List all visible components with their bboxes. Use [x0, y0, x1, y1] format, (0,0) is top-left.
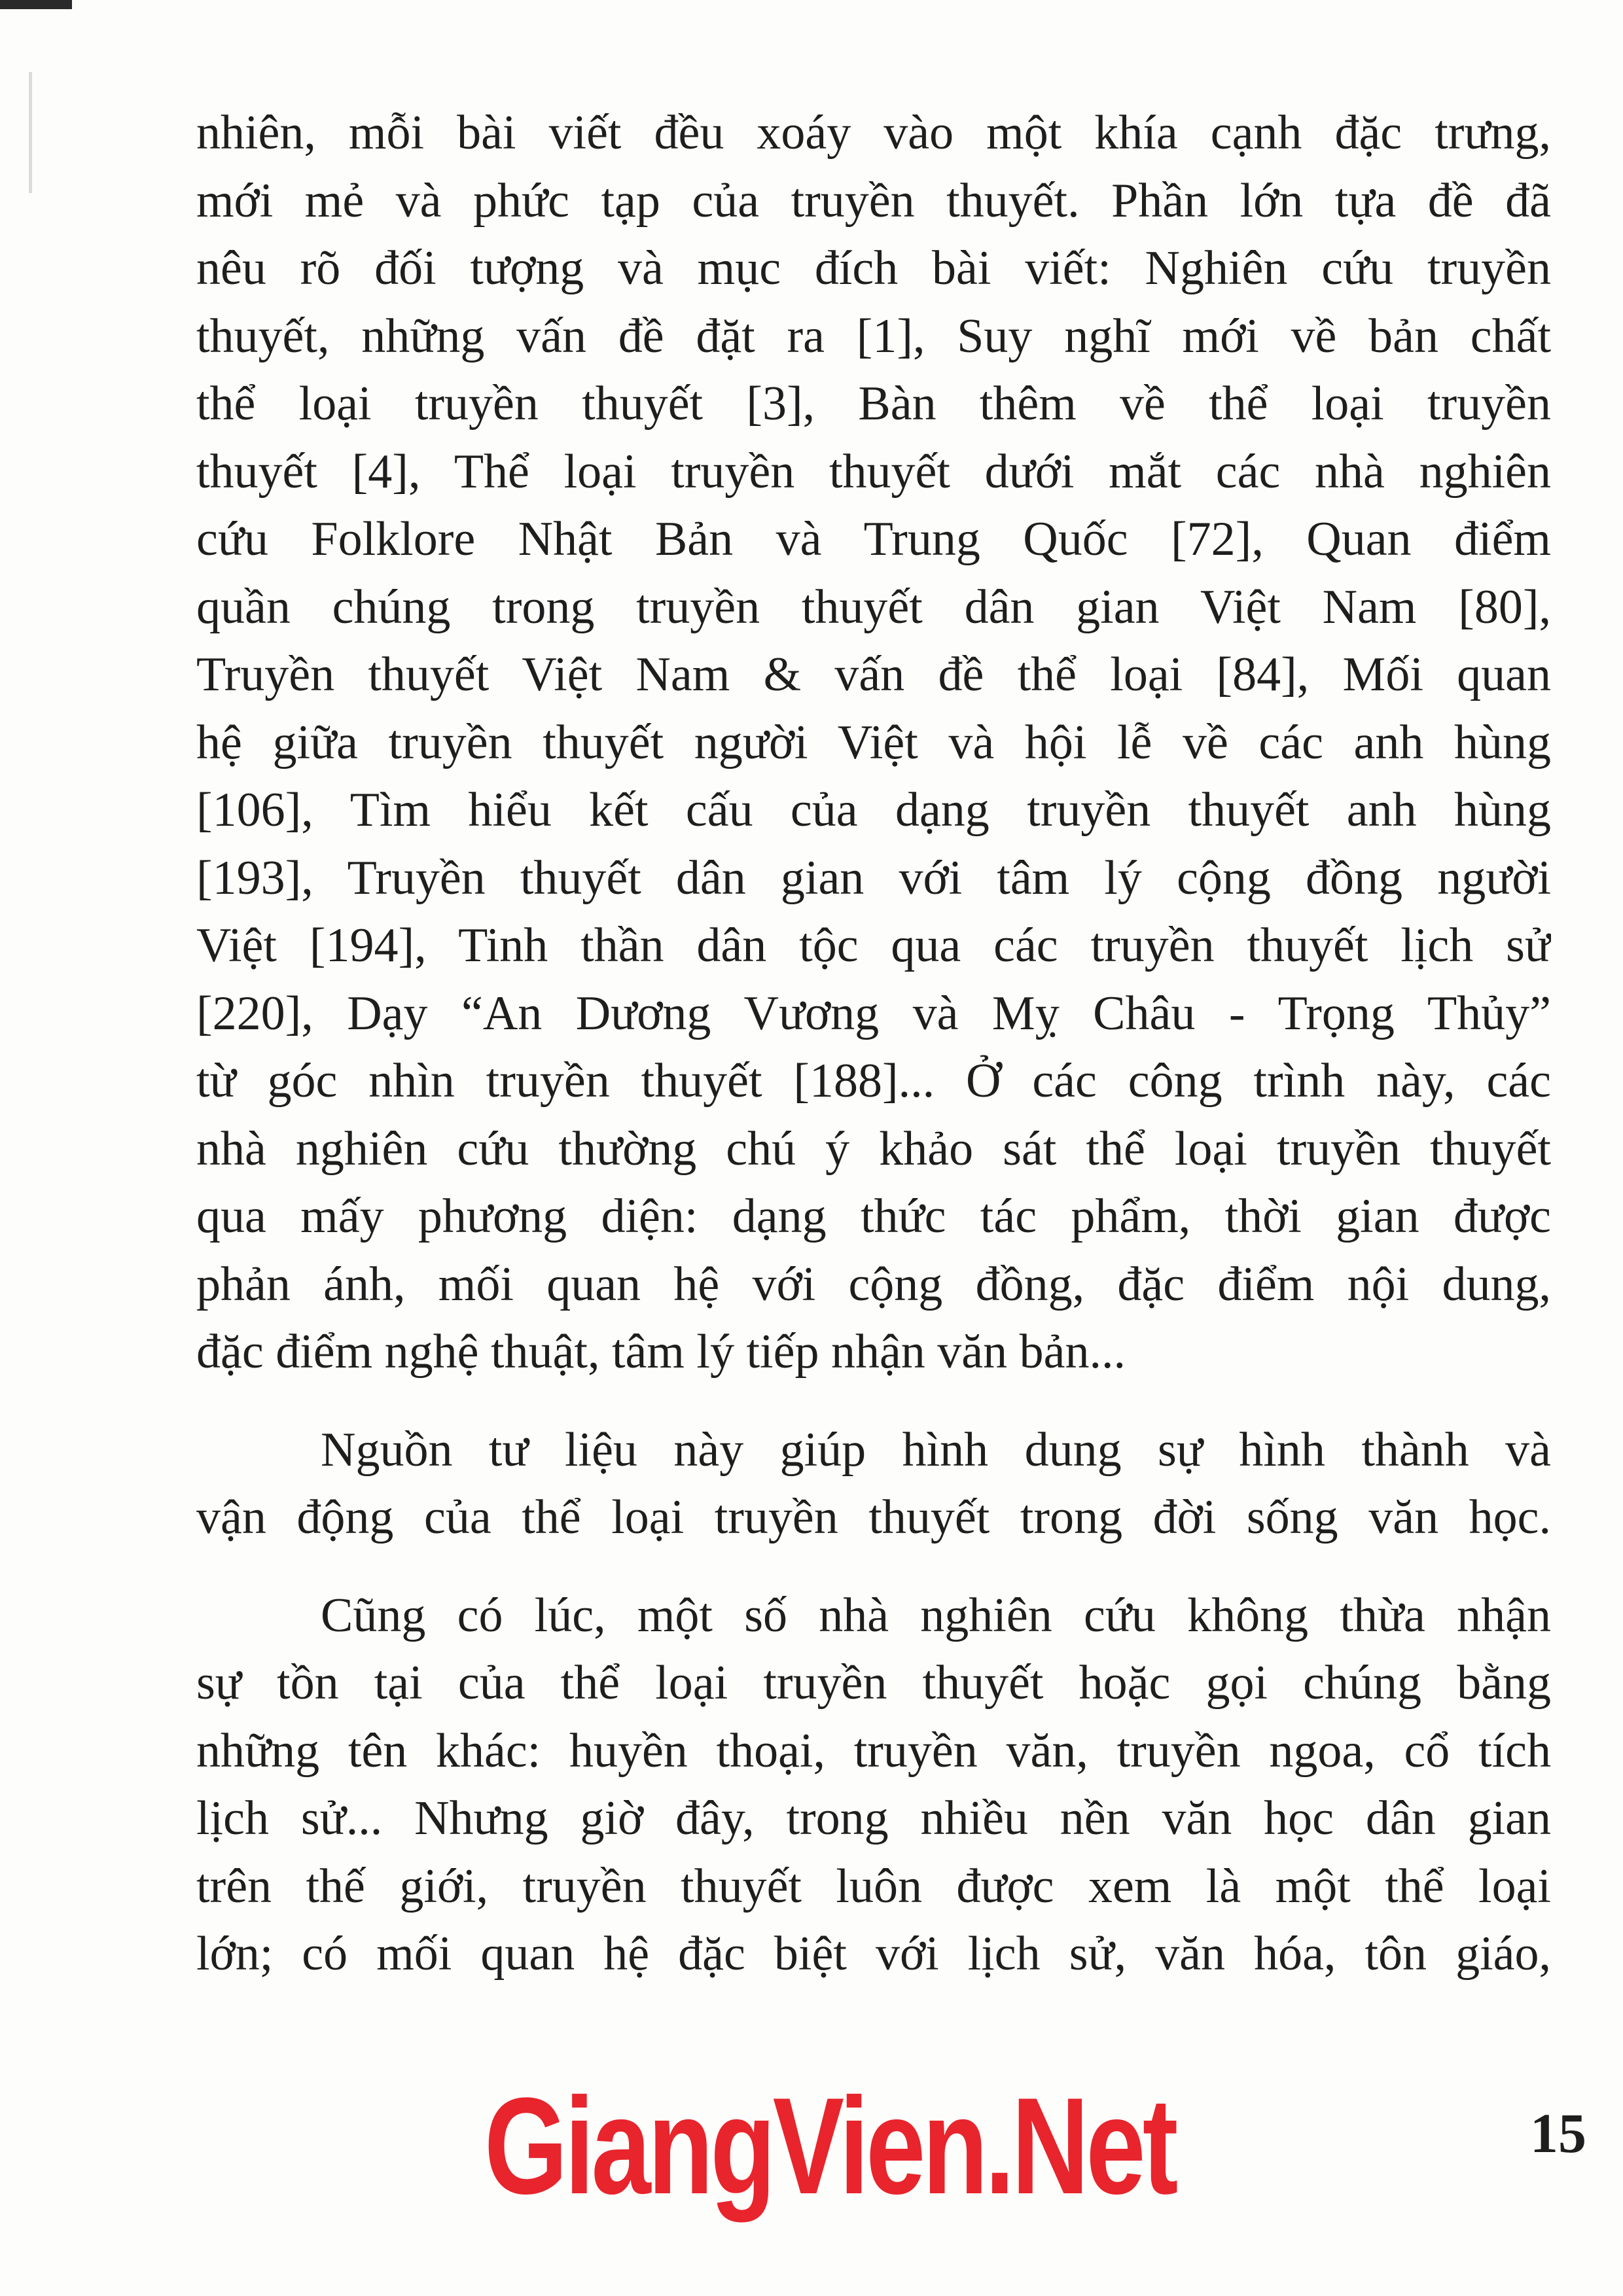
text-line: Truyền thuyết Việt Nam & vấn đề thể loại [84], Mối quan [196, 648, 1551, 701]
text-line: đặc điểm nghệ thuật, tâm lý tiếp nhận văn bản... [196, 1325, 1126, 1379]
text-line: thể loại truyền thuyết [3], Bàn thêm về thể loại truyền [196, 377, 1551, 431]
paragraph-2 [196, 1417, 1551, 1552]
text-line: nhà nghiên cứu thường chú ý khảo sát thể loại truyền thuyết [196, 1122, 1551, 1176]
text-line: cứu Folklore Nhật Bản và Trung Quốc [72], Quan điểm [196, 512, 1551, 566]
text-line: [106], Tìm hiểu kết cấu của dạng truyền thuyết anh hùng [196, 783, 1551, 837]
text-line: Nguồn tư liệu này giúp hình dung sự hình thành và [321, 1422, 1551, 1477]
watermark-logo: GiangVien.Net [484, 2069, 1175, 2223]
text-line: nêu rõ đối tượng và mục đích bài viết: Nghiên cứu truyền [196, 241, 1551, 295]
text-line: trên thế giới, truyền thuyết luôn được xem là một thể loại [196, 1859, 1551, 1913]
scan-edge-mark [0, 0, 72, 9]
text-line: phản ánh, mối quan hệ với cộng đồng, đặc điểm nội dung, [196, 1257, 1551, 1311]
text-line: hệ giữa truyền thuyết người Việt và hội lễ về các anh hùng [196, 715, 1551, 769]
text-line: nhiên, mỗi bài viết đều xoáy vào một khía cạnh đặc trưng, [196, 106, 1551, 160]
text-line: [220], Dạy “An Dương Vương và Mỵ Châu - Trọng Thủy” [196, 986, 1551, 1040]
text-line: vận động của thể loại truyền thuyết trong đời sống văn học. [196, 1491, 1551, 1544]
text-line: lịch sử... Nhưng giờ đây, trong nhiều nền văn học dân gian [196, 1792, 1551, 1845]
page-number: 15 [1530, 2102, 1586, 2164]
text-line: những tên khác: huyền thoại, truyền văn, truyền ngoa, cổ tích [196, 1723, 1551, 1778]
text-line: Cũng có lúc, một số nhà nghiên cứu không thừa nhận [321, 1588, 1551, 1642]
text-line: [193], Truyền thuyết dân gian với tâm lý cộng đồng người [196, 851, 1551, 905]
text-line: sự tồn tại của thể loại truyền thuyết hoặc gọi chúng bằng [196, 1656, 1551, 1710]
text-line: mới mẻ và phức tạp của truyền thuyết. Phần lớn tựa đề đã [196, 173, 1551, 228]
paragraph-spacer [196, 1552, 1551, 1582]
text-line: thuyết, những vấn đề đặt ra [1], Suy nghĩ mới về bản chất [196, 309, 1551, 363]
scan-edge-shadow [29, 72, 32, 193]
text-line: từ góc nhìn truyền thuyết [188]... Ở các công trình này, các [196, 1054, 1551, 1108]
text-line: thuyết [4], Thể loại truyền thuyết dưới mắt các nhà nghiên [196, 444, 1551, 499]
paragraph-spacer [196, 1386, 1551, 1417]
text-line: quần chúng trong truyền thuyết dân gian Việt Nam [80], [196, 580, 1551, 634]
text-line: qua mấy phương diện: dạng thức tác phẩm, thời gian được [196, 1190, 1551, 1243]
text-line: lớn; có mối quan hệ đặc biệt với lịch sử, văn hóa, tôn giáo, [196, 1927, 1551, 1981]
text-line: Việt [194], Tinh thần dân tộc qua các truyền thuyết lịch sử [196, 919, 1551, 972]
paragraph-3 [196, 1582, 1551, 1988]
paragraph-1 [196, 99, 1551, 1386]
body-text [196, 99, 1551, 1988]
